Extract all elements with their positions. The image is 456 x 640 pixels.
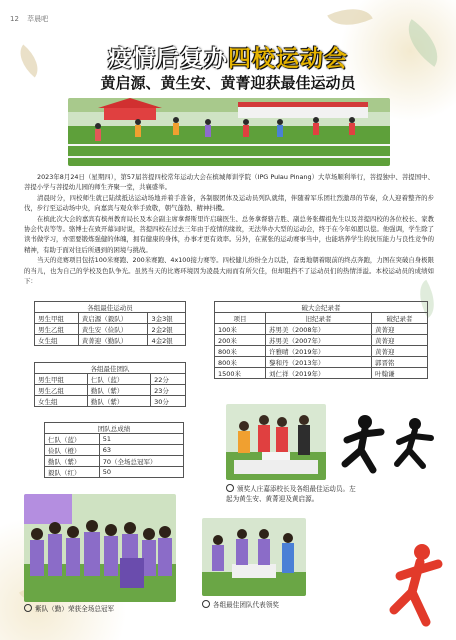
section-name: 萃晨吧 (27, 15, 49, 23)
photo-track-race (68, 98, 390, 166)
table-cell: 黄生安（俭队） (78, 324, 148, 335)
best-teams-title: 各组最佳团队 (35, 363, 186, 374)
paragraph-4: 当天的竞赛项目包括100米赛跑、200米赛跑、4x100接力赛等。四校健儿纷纷全力以赴，奋勇地朝着眼前的终点奔跑，力图在突破自身极限的当儿，也为自己的学校及色队争光。虽然当天的比赛环境因为凌晨大雨而有所欠佳，但却阻挡不了运动员们的热情洋溢。本校运动员的成绩如下： (24, 256, 434, 286)
table-cell: 仁队（蓝） (45, 434, 100, 445)
table-row (35, 374, 186, 385)
table-cell: 800米 (215, 346, 266, 357)
table-cell: 男生甲组 (35, 313, 79, 324)
records-col-old: 旧纪录者 (265, 313, 371, 324)
paragraph-1: 2023年8月24日（星期四），第57届菩提四校常年运动大会在槟城师训学院（IPG Pulau Pinang）大草场顺利举行，菩提独中、菩提国中、菩提小学与菩提幼儿园的师生齐聚一堂，共襄盛举。 (24, 173, 434, 192)
best-teams-table (34, 362, 186, 407)
table-row (215, 346, 428, 357)
table-row (35, 313, 186, 324)
photo-purple-team (24, 494, 176, 602)
photo-podium-graphic (226, 404, 326, 480)
records-col-new: 破纪录者 (372, 313, 428, 324)
table-cell: 2金2银 (148, 324, 186, 335)
overall-results-title: 团队总成绩 (45, 423, 184, 434)
caption-team-reps (202, 600, 352, 610)
main-title-part1: 疫情后复办 (108, 46, 228, 72)
table-cell: 黎和丹（2013年） (265, 357, 371, 368)
table-cell: 男生乙组 (35, 324, 79, 335)
table-cell: 黄菁迎 (372, 324, 428, 335)
caption-podium (226, 484, 356, 504)
table-cell: 刘仁祥（2019年） (265, 368, 371, 379)
page-number: 12 (10, 15, 19, 23)
photo-purple-team-graphic (24, 494, 176, 602)
paragraph-2: 清晨时分，四校师生就已陆续抵达运动场地并着手准备，各制服团体及运动员列队就绪，伴随着军乐团壮烈激昂的节奏，众人迎着整齐的步伐，步行至运动场中央，向嘉宾与观众举手致敬，朝气蓬勃、精神抖擞。 (24, 193, 434, 213)
caption-purple-team-text: 紫队（勤）荣获全场总冠军 (35, 605, 115, 613)
table-cell: 女生组 (35, 335, 79, 346)
table-cell: 黄启源（毅队） (78, 313, 148, 324)
table-cell: 63 (99, 445, 183, 456)
table-cell: 俭队（橙） (45, 445, 100, 456)
records-title: 破大会纪录者 (215, 302, 428, 313)
table-cell: 黄菁迎 (372, 335, 428, 346)
table-row (35, 396, 186, 407)
table-cell: 黄菁迎（勤队） (78, 335, 148, 346)
table-cell: 23分 (151, 385, 186, 396)
table-cell: 勤队（紫） (87, 385, 150, 396)
table-cell: 男生乙组 (35, 385, 88, 396)
table-cell: 30分 (151, 396, 186, 407)
table-row (215, 357, 428, 368)
table-row (35, 324, 186, 335)
caption-bullet-icon (24, 604, 32, 612)
table-cell: 毅队（红） (45, 467, 100, 478)
paragraph-3: 在槟此次大会的嘉宾有槟州教育局长及本会副主席拿督斯里许启瑞医生、总务拿督骆吉胜、副总务张耀祖先生以及菩提四校的各位校长、家教协会代表等等。骆博士在致开幕词时说，菩提四校在过去三年由于疫情的缘故，无法举办大型的运动会，终于在今年如愿以偿。他强调，学生除了读书做学习，亦需要锻炼强健的体魄，拥有健康的身体，办事才更有效率。另外，在紧张的运动赛事当中，也能培养学生的抗压能力与良性竞争的精神，有助于面对往后所遇到的困境与挑战。 (24, 214, 434, 254)
main-title-part2: 四校运动会 (228, 46, 348, 72)
records-table (214, 301, 428, 379)
table-cell: 3金3银 (148, 313, 186, 324)
table-cell: 苏男美（2008年） (265, 324, 371, 335)
table-row (45, 434, 184, 445)
table-row (215, 324, 428, 335)
table-cell: 仁队（蓝） (87, 374, 150, 385)
table-cell: 叶翰谦 (372, 368, 428, 379)
table-cell: 苏男美（2007年） (265, 335, 371, 346)
photo-team-reps-graphic (202, 518, 306, 596)
table-cell: 郭晋铭 (372, 357, 428, 368)
caption-team-reps-text: 各组最佳团队代表领奖 (213, 601, 279, 609)
table-cell: 4金2银 (148, 335, 186, 346)
table-cell: 勤队（紫） (45, 456, 100, 467)
sub-title: 黄启源、黄生安、黄菁迎获最佳运动员 (100, 74, 356, 92)
best-athletes-table (34, 301, 186, 346)
main-title (0, 40, 456, 73)
records-col-event: 项目 (215, 313, 266, 324)
table-cell: 50 (99, 467, 183, 478)
table-cell: 200米 (215, 335, 266, 346)
table-cell: 51 (99, 434, 183, 445)
table-row (45, 445, 184, 456)
caption-bullet-icon (202, 600, 210, 608)
photo-team-representatives (202, 518, 306, 596)
photo-podium-athletes (226, 404, 326, 480)
article-body (24, 172, 434, 286)
runner-silhouette-red-icon (380, 540, 450, 636)
table-cell: 800米 (215, 357, 266, 368)
photo-track-race-graphic (68, 98, 390, 166)
table-row (35, 335, 186, 346)
table-cell: 男生甲组 (35, 374, 88, 385)
best-athletes-title: 各组最佳运动员 (35, 302, 186, 313)
page-header (10, 14, 48, 24)
overall-results-table (44, 422, 184, 478)
table-row (35, 385, 186, 396)
table-header-row (215, 313, 428, 324)
table-cell: 100米 (215, 324, 266, 335)
table-row (45, 467, 184, 478)
table-cell: 70（全场总冠军） (99, 456, 183, 467)
decor-leaf-1 (327, 0, 373, 35)
runner-silhouette-black-icon (335, 412, 445, 482)
table-cell: 22分 (151, 374, 186, 385)
table-cell: 1500米 (215, 368, 266, 379)
caption-podium-text: 颁奖人庄嘉添校长及各组最佳运动员。左起为黄生安、黄菁迎及黄启源。 (226, 485, 356, 503)
table-cell: 许雅晴（2019年） (265, 346, 371, 357)
table-row (215, 335, 428, 346)
table-cell: 女生组 (35, 396, 88, 407)
table-row (45, 456, 184, 467)
table-cell: 勤队（紫） (87, 396, 150, 407)
table-row (215, 368, 428, 379)
table-cell: 黄菁迎 (372, 346, 428, 357)
caption-purple-team (24, 604, 194, 614)
caption-bullet-icon (226, 484, 234, 492)
